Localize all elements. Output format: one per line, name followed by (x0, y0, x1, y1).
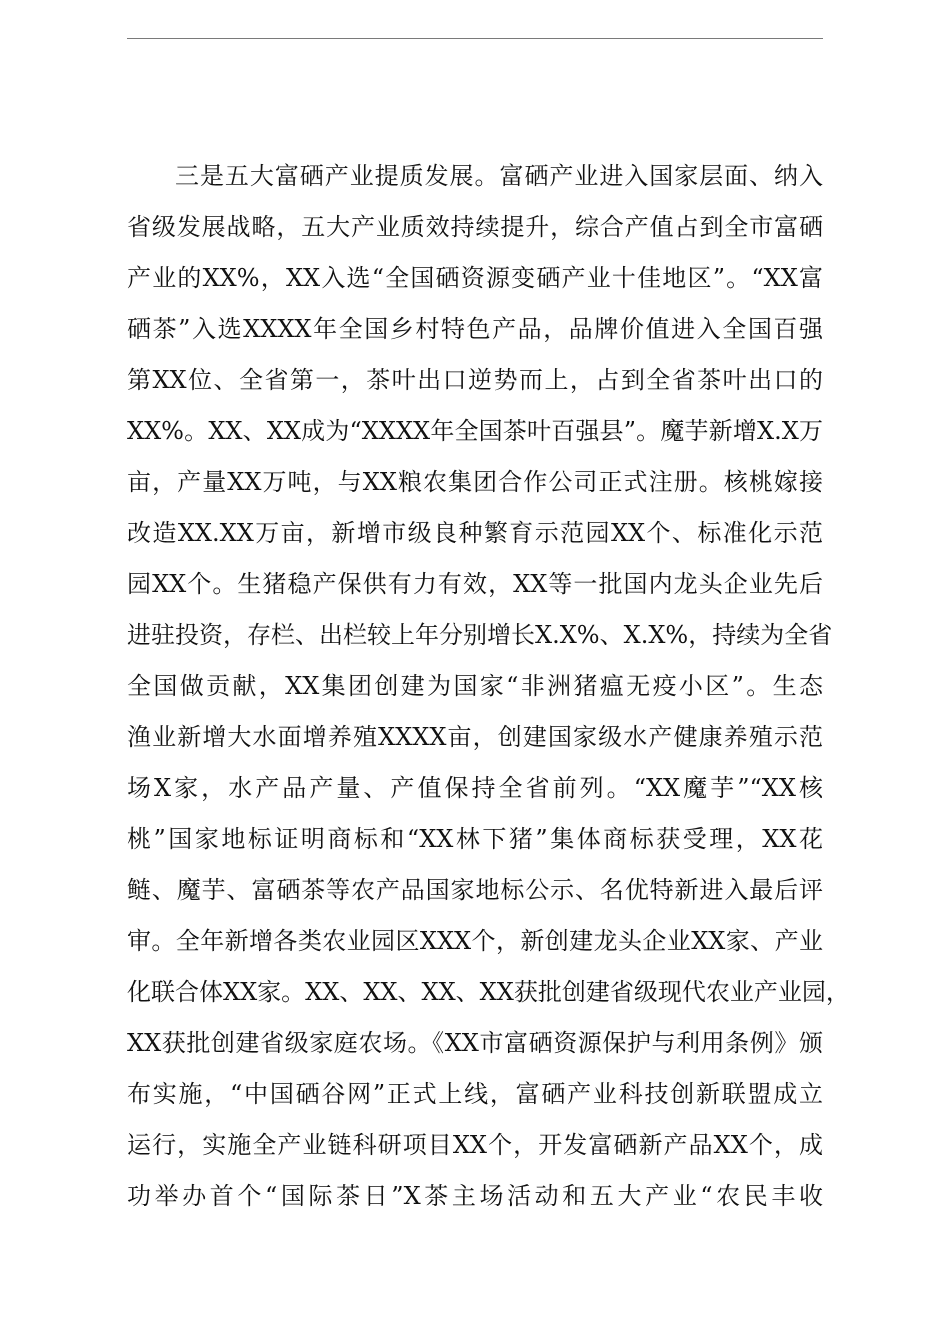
text-line: 鲢、魔芋、富硒茶等农产品国家地标公示、名优特新进入最后评 (127, 876, 823, 904)
text-line: 化联合体XX家。XX、XX、XX、XX获批创建省级现代农业产业园， (127, 978, 850, 1006)
text-line: XX%。XX、XX成为“XXXX年全国茶叶百强县”。魔芋新增X.X万 (127, 417, 823, 445)
text-line: 布实施，“中国硒谷网”正式上线，富硒产业科技创新联盟成立 (127, 1080, 823, 1108)
text-line: 省级发展战略，五大产业质效持续提升，综合产值占到全市富硒 (127, 213, 823, 241)
text-line: 场X家，水产品产量、产值保持全省前列。“XX魔芋”“XX核 (127, 774, 823, 802)
text-line: 全国做贡献，XX集团创建为国家“非洲猪瘟无疫小区”。生态 (127, 672, 823, 700)
text-line: 第XX位、全省第一，茶叶出口逆势而上，占到全省茶叶出口的 (127, 366, 823, 394)
text-line: 进驻投资，存栏、出栏较上年分别增长X.X%、X.X%，持续为全省 (127, 621, 833, 649)
text-line: 三是五大富硒产业提质发展。富硒产业进入国家层面、纳入 (175, 162, 823, 190)
header-divider (127, 38, 823, 39)
text-line: XX获批创建省级家庭农场。《XX市富硒资源保护与利用条例》颁 (127, 1029, 823, 1057)
text-line: 亩，产量XX万吨，与XX粮农集团合作公司正式注册。核桃嫁接 (127, 468, 823, 496)
text-line: 功举办首个“国际茶日”X茶主场活动和五大产业“农民丰收 (127, 1182, 823, 1210)
text-line: 运行，实施全产业链科研项目XX个，开发富硒新产品XX个，成 (127, 1131, 823, 1159)
text-line: 审。全年新增各类农业园区XXX个，新创建龙头企业XX家、产业 (127, 927, 823, 955)
text-line: 园XX个。生猪稳产保供有力有效，XX等一批国内龙头企业先后 (127, 570, 823, 598)
text-line: 产业的XX%，XX入选“全国硒资源变硒产业十佳地区”。“XX富 (127, 264, 823, 292)
body-paragraph (127, 151, 850, 1222)
text-line: 改造XX.XX万亩，新增市级良种繁育示范园XX个、标准化示范 (127, 519, 823, 547)
text-line: 硒茶”入选XXXX年全国乡村特色产品，品牌价值进入全国百强 (127, 315, 823, 343)
text-line: 渔业新增大水面增养殖XXXX亩，创建国家级水产健康养殖示范 (127, 723, 823, 751)
text-line: 桃”国家地标证明商标和“XX林下猪”集体商标获受理，XX花 (127, 825, 823, 853)
